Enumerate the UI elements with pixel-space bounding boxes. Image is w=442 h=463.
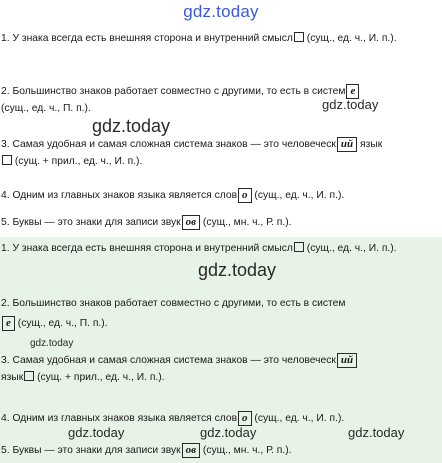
blank-box	[2, 155, 12, 165]
watermark: gdz.today	[348, 425, 405, 440]
answer-item-3	[1, 352, 439, 386]
blank-box	[294, 242, 304, 252]
task-4-note: (сущ., ед. ч., И. п.).	[254, 190, 345, 201]
answer-3-box: ий	[337, 353, 357, 368]
task-2-text: 2. Большинство знаков работает совместно с другими, то есть в систем	[1, 86, 346, 97]
answer-item-2	[1, 295, 439, 336]
watermark: gdz.today	[30, 338, 74, 349]
task-3-text: 3. Самая удобная и самая сложная система знаков — это человеческ	[1, 139, 336, 150]
answer-2-box: е	[2, 316, 15, 331]
answer-item-5	[1, 442, 439, 459]
task-item-5	[1, 214, 439, 231]
task-3-box: ий	[337, 137, 357, 152]
task-2-note: (сущ., ед. ч., П. п.).	[1, 103, 91, 114]
watermark-top: gdz.today	[183, 2, 259, 21]
answer-4-text: 4. Одним из главных знаков языка является слов	[1, 413, 238, 424]
watermark: gdz.today	[68, 425, 125, 440]
answer-5-box: ов	[182, 443, 200, 458]
answer-2-note: (сущ., ед. ч., П. п.).	[17, 318, 108, 329]
task-5-box: ов	[182, 215, 200, 230]
task-2-box: е	[346, 84, 359, 99]
task-item-1	[1, 30, 439, 47]
task-1-text: 1. У знака всегда есть внешняя сторона и внутренний смысл	[1, 33, 293, 44]
blank-box	[294, 32, 304, 42]
watermark: gdz.today	[198, 260, 277, 280]
watermark: gdz.today	[200, 425, 257, 440]
watermark: gdz.today	[322, 97, 379, 112]
answer-5-text: 5. Буквы — это знаки для записи звук	[1, 445, 181, 456]
answer-2-text: 2. Большинство знаков работает совместно с другими, то есть в систем	[1, 298, 346, 309]
answer-item-1	[1, 240, 439, 257]
task-4-text: 4. Одним из главных знаков языка является слов	[1, 190, 238, 201]
answer-4-box: о	[238, 411, 252, 426]
task-5-note: (сущ., мн. ч., Р. п.).	[202, 217, 292, 228]
task-5-text: 5. Буквы — это знаки для записи звук	[1, 217, 181, 228]
task-3-text-after: язык	[360, 139, 383, 150]
task-item-3	[1, 136, 439, 170]
task-1-note: (сущ., ед. ч., И. п.).	[306, 33, 397, 44]
watermark: gdz.today	[92, 116, 171, 136]
answer-1-text: 1. У знака всегда есть внешняя сторона и внутренний смысл	[1, 243, 293, 254]
answer-3-text: 3. Самая удобная и самая сложная система знаков — это человеческ	[1, 355, 336, 366]
blank-box	[24, 371, 34, 381]
answer-3-note: (сущ. + прил., ед. ч., И. п.).	[37, 372, 165, 383]
answer-1-note: (сущ., ед. ч., И. п.).	[306, 243, 397, 254]
task-4-box: о	[238, 188, 252, 203]
answer-3-text-after: язык	[1, 372, 24, 383]
answer-5-note: (сущ., мн. ч., Р. п.).	[202, 445, 292, 456]
answer-4-note: (сущ., ед. ч., И. п.).	[254, 413, 345, 424]
task-3-note: (сущ. + прил., ед. ч., И. п.).	[14, 156, 143, 167]
task-item-4	[1, 187, 439, 204]
